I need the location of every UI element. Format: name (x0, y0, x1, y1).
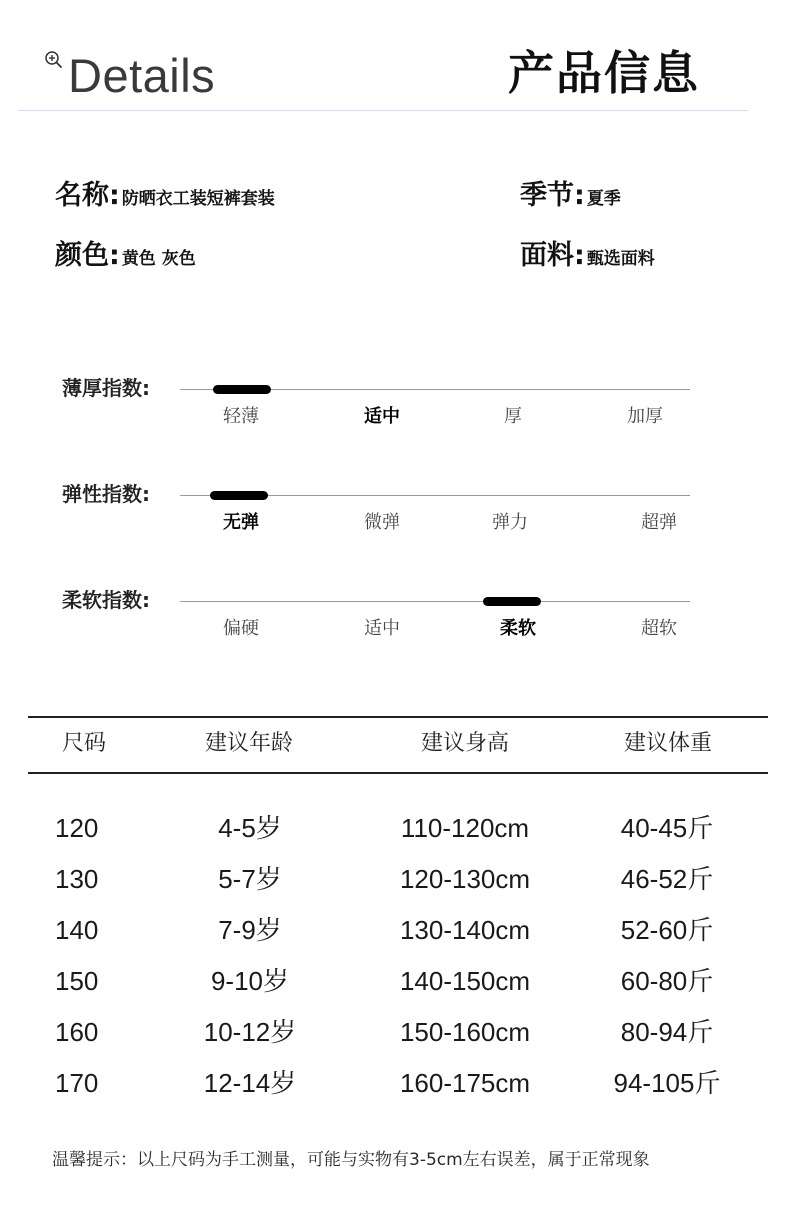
header-divider (18, 110, 748, 111)
thickness-index-label: 薄厚指数: (62, 376, 150, 400)
header (0, 0, 790, 115)
table-header-size: 尺码 (62, 731, 107, 756)
thickness-index (0, 378, 790, 458)
table-row: 150 9-10岁 140-150cm 60-80斤 (55, 966, 714, 996)
thickness-option: 轻薄 (223, 406, 259, 427)
table-row: 120 4-5岁 110-120cm 40-45斤 (55, 813, 714, 843)
info-color-value: 黄色 灰色 (121, 249, 196, 269)
info-season (520, 182, 621, 209)
elasticity-option: 微弹 (364, 512, 400, 533)
table-cell-size: 120 (55, 813, 99, 843)
info-fabric-value: 甄选面料 (586, 249, 655, 269)
info-color-label: 颜色: (55, 240, 120, 271)
thickness-option: 加厚 (627, 406, 663, 427)
table-cell-size: 160 (55, 1017, 99, 1047)
softness-option: 适中 (364, 618, 400, 639)
table-cell-size: 140 (55, 915, 99, 945)
info-fabric (520, 242, 655, 269)
table-cell-size: 150 (55, 966, 99, 996)
table-row: 140 7-9岁 130-140cm 52-60斤 (55, 915, 714, 945)
table-header-weight: 建议体重 (624, 731, 713, 756)
info-fabric-label: 面料: (520, 240, 585, 271)
elasticity-option-selected: 无弹 (223, 512, 259, 533)
table-top-divider (28, 716, 768, 718)
details-title: Details (68, 49, 216, 102)
thickness-option: 厚 (504, 406, 522, 427)
info-name (55, 182, 275, 209)
table-row: 130 5-7岁 120-130cm 46-52斤 (55, 864, 714, 894)
table-header-height: 建议身高 (421, 731, 510, 756)
elasticity-index-marker (210, 491, 268, 500)
info-season-label: 季节: (520, 180, 585, 211)
table-header-age: 建议年龄 (205, 731, 294, 756)
thickness-option-selected: 适中 (364, 406, 400, 427)
table-cell-size: 170 (55, 1068, 99, 1098)
table-header-divider (28, 772, 768, 774)
softness-index-marker (483, 597, 541, 606)
elasticity-index-label: 弹性指数: (62, 482, 150, 506)
info-name-label: 名称: (55, 180, 120, 211)
softness-option-selected: 柔软 (500, 618, 536, 639)
product-info-title: 产品信息 (508, 46, 700, 100)
elasticity-option: 弹力 (492, 512, 528, 533)
thickness-index-marker (213, 385, 271, 394)
softness-option: 超软 (641, 618, 677, 639)
table-row: 170 12-14岁 160-175cm 94-105斤 (55, 1068, 721, 1098)
table-cell-size: 130 (55, 864, 99, 894)
softness-index (0, 590, 790, 670)
zoom-in-icon (44, 50, 64, 70)
table-row: 160 10-12岁 150-160cm 80-94斤 (55, 1017, 714, 1047)
softness-option: 偏硬 (223, 618, 259, 639)
measurement-note: 温馨提示：以上尺码为手工测量，可能与实物有3-5cm左右误差，属于正常现象 (52, 1150, 650, 1170)
info-name-value: 防晒衣工装短裤套装 (121, 189, 275, 209)
elasticity-option: 超弹 (641, 512, 677, 533)
softness-index-track (180, 601, 690, 602)
info-season-value: 夏季 (586, 189, 621, 209)
elasticity-index (0, 484, 790, 564)
softness-index-label: 柔软指数: (62, 588, 150, 612)
info-color (55, 242, 196, 269)
